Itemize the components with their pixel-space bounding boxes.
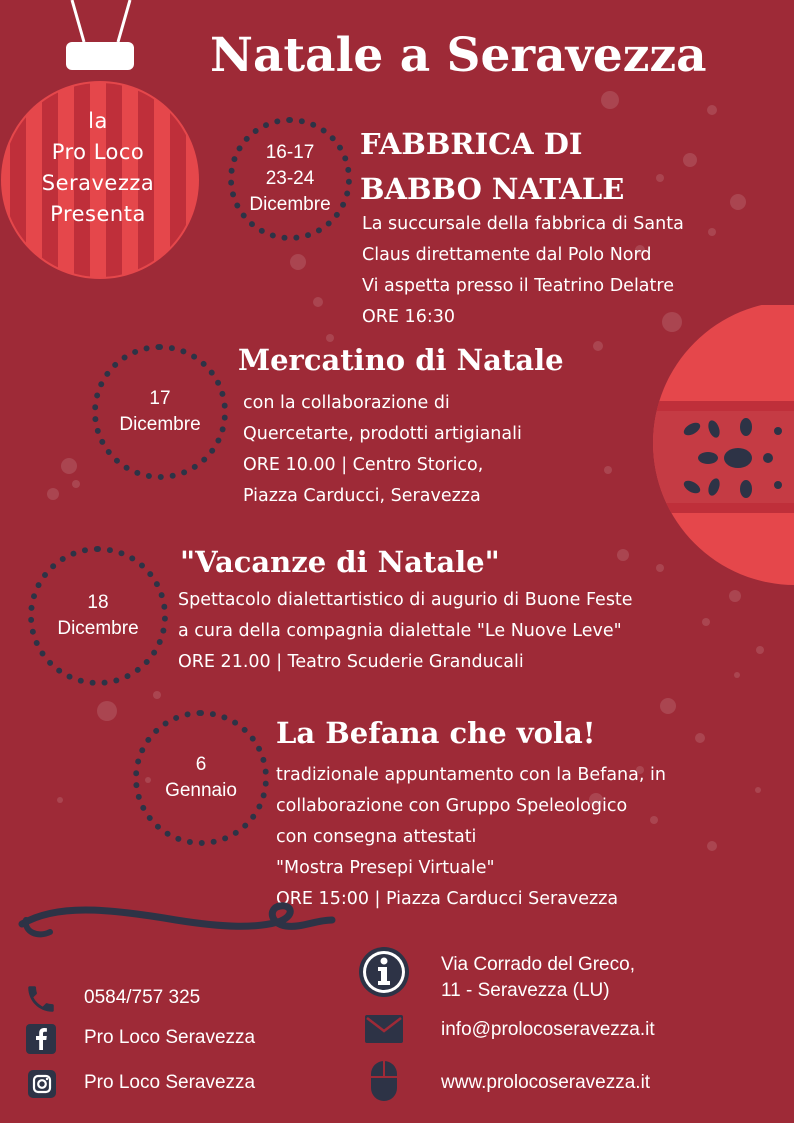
event-description: tradizionale appuntamento con la Befana, in collaborazione con Gruppo Speleologico con consegna attestati "Mostra Presepi Virtuale" ORE 15:00 | Piazza Carducci Seravezza	[276, 765, 666, 909]
event-description: con la collaborazione di Quercetarte, prodotti artigianali ORE 10.00 | Centro Storico, Piazza Carducci, Seravezza	[243, 393, 522, 506]
instagram-link[interactable]: Pro Loco Seravezza	[84, 1072, 256, 1093]
intro-text: la Pro Loco Seravezza Presenta	[41, 109, 155, 226]
info-icon	[358, 946, 410, 998]
instagram-icon[interactable]	[28, 1070, 56, 1098]
phone-icon	[24, 982, 58, 1016]
email-link[interactable]: info@prolocoseravezza.it	[441, 1019, 655, 1040]
bauble-ornament-icon	[650, 305, 794, 590]
page-title: Natale a Seravezza	[210, 28, 707, 83]
mouse-icon	[370, 1060, 398, 1102]
event-date-badge: 6 Gennaio	[133, 710, 269, 846]
address: Via Corrado del Greco, 11 - Seravezza (LU)	[441, 954, 635, 1001]
mail-icon	[364, 1014, 404, 1044]
event-title: FABBRICA DI BABBO NATALE	[360, 127, 625, 206]
event-date-badge: 18 Dicembre	[28, 546, 168, 686]
phone-number[interactable]: 0584/757 325	[84, 987, 201, 1008]
event-description: Spettacolo dialettartistico di augurio di Buone Feste a cura della compagnia dialettale "Le Nuove Leve" ORE 21.00 | Teatro Scuderie Granducali	[178, 590, 633, 672]
event-date-badge: 16-17 23-24 Dicembre	[228, 117, 352, 241]
event-title: La Befana che vola!	[276, 716, 596, 750]
swirl-divider-icon	[16, 898, 336, 948]
facebook-icon[interactable]	[26, 1024, 56, 1054]
event-title: "Vacanze di Natale"	[180, 545, 500, 579]
event-description: La succursale della fabbrica di Santa Claus direttamente dal Polo Nord Vi aspetta presso il Teatrino Delatre ORE 16:30	[362, 214, 684, 327]
event-title: Mercatino di Natale	[238, 343, 564, 377]
website-link[interactable]: www.prolocoseravezza.it	[441, 1072, 651, 1093]
event-date-badge: 17 Dicembre	[92, 344, 228, 480]
facebook-link[interactable]: Pro Loco Seravezza	[84, 1027, 256, 1048]
